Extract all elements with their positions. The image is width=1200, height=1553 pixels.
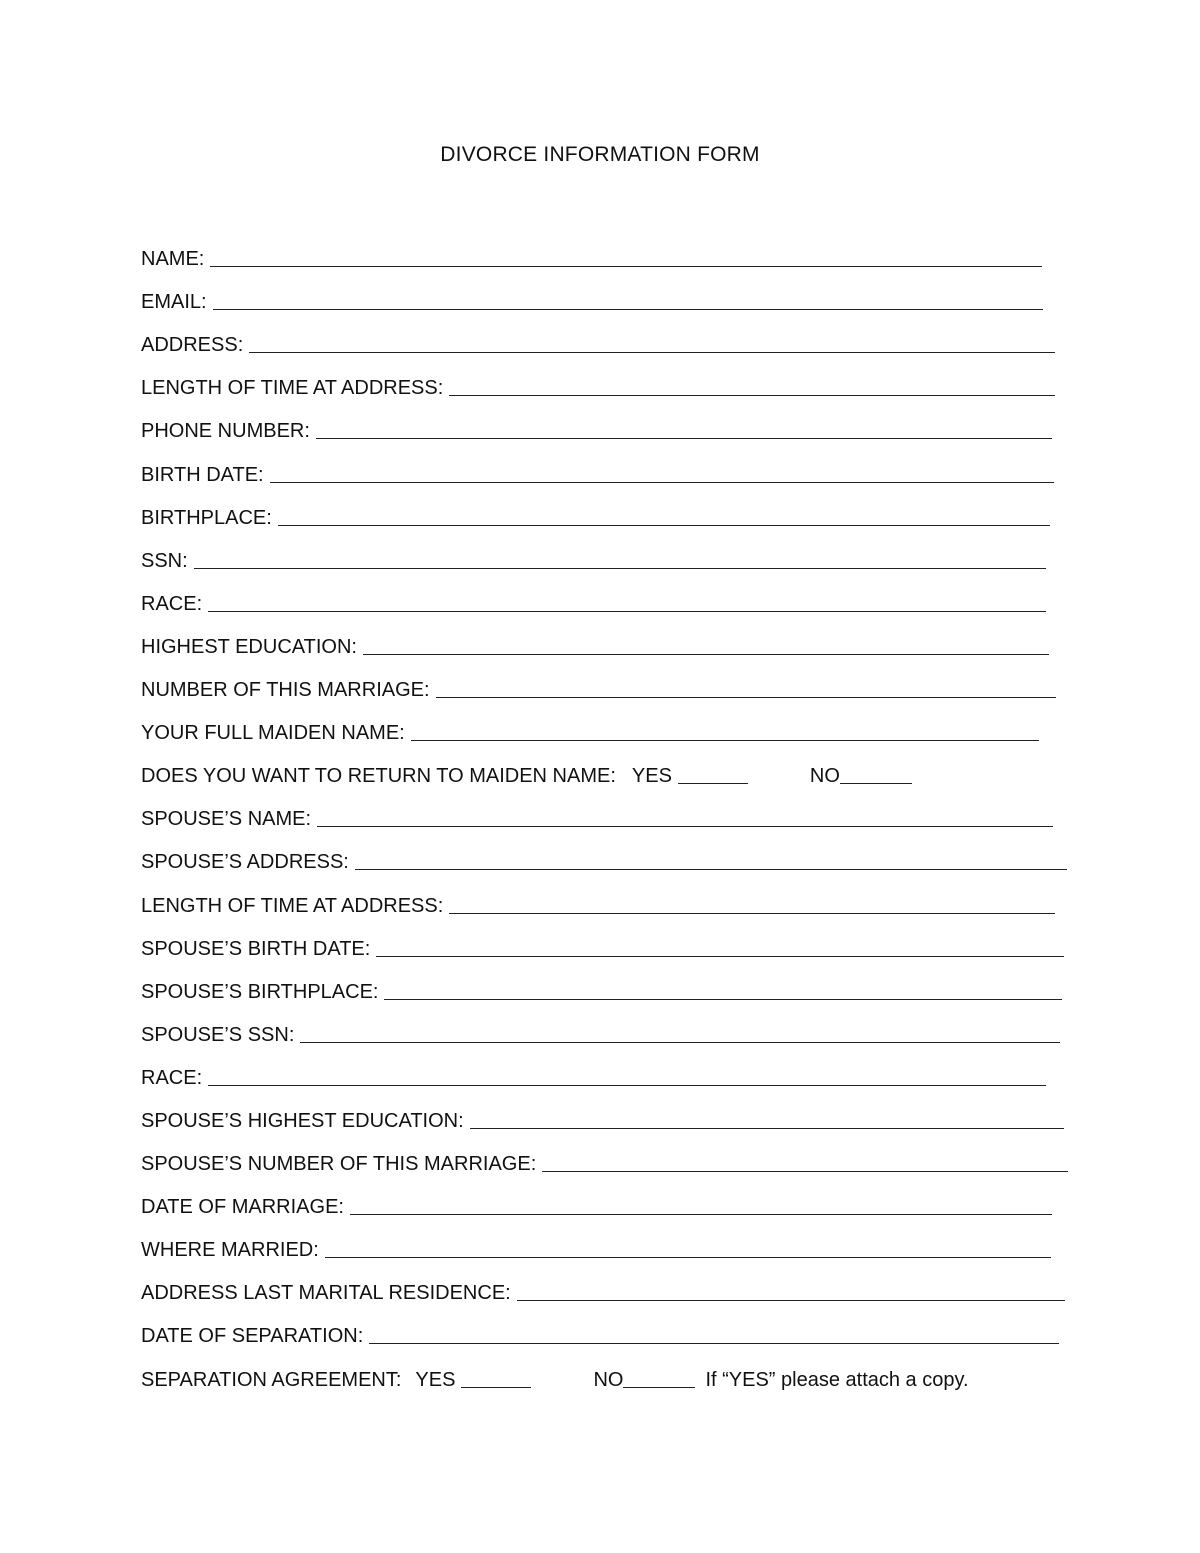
field-ssn bbox=[141, 530, 1061, 573]
birth-date-input-line[interactable] bbox=[270, 464, 1054, 483]
marriage-number-input-line[interactable] bbox=[436, 679, 1056, 698]
form-fields bbox=[141, 228, 1061, 1392]
name-input-line[interactable] bbox=[210, 248, 1042, 267]
field-label: SPOUSE’S BIRTH DATE: bbox=[141, 937, 371, 960]
field-return-maiden-name bbox=[141, 745, 1061, 788]
field-name bbox=[141, 228, 1061, 271]
spouse-education-input-line[interactable] bbox=[470, 1110, 1064, 1129]
spouse-race-input-line[interactable] bbox=[208, 1067, 1046, 1086]
field-label: RACE: bbox=[141, 1066, 203, 1089]
phone-input-line[interactable] bbox=[316, 420, 1052, 439]
form-title: DIVORCE INFORMATION FORM bbox=[440, 143, 760, 166]
field-label: WHERE MARRIED: bbox=[141, 1239, 319, 1262]
no-label: NO bbox=[809, 765, 840, 788]
spouse-length-input-line[interactable] bbox=[449, 895, 1055, 914]
field-spouse-race bbox=[141, 1047, 1061, 1090]
field-label: SPOUSE’S SSN: bbox=[141, 1023, 295, 1046]
field-spouse-length-of-time bbox=[141, 874, 1061, 917]
field-label: SEPARATION AGREEMENT: bbox=[141, 1368, 402, 1391]
field-label: SSN: bbox=[141, 549, 188, 572]
field-label: YOUR FULL MAIDEN NAME: bbox=[141, 722, 405, 745]
field-address bbox=[141, 314, 1061, 357]
field-spouse-birthplace bbox=[141, 961, 1061, 1004]
spouse-name-input-line[interactable] bbox=[317, 808, 1053, 827]
yes-label: YES bbox=[415, 1368, 456, 1391]
maiden-no-input-line[interactable] bbox=[840, 765, 912, 784]
spouse-address-input-line[interactable] bbox=[355, 851, 1067, 870]
field-highest-education bbox=[141, 616, 1061, 659]
field-birth-date bbox=[141, 443, 1061, 486]
field-length-of-time bbox=[141, 357, 1061, 400]
no-label: NO bbox=[593, 1368, 624, 1391]
field-label: SPOUSE’S NUMBER OF THIS MARRIAGE: bbox=[141, 1153, 537, 1176]
field-label: NAME: bbox=[141, 248, 205, 271]
field-number-of-marriage bbox=[141, 659, 1061, 702]
spouse-birthplace-input-line[interactable] bbox=[384, 981, 1062, 1000]
spouse-marriage-number-input-line[interactable] bbox=[542, 1153, 1068, 1172]
agreement-no-input-line[interactable] bbox=[623, 1369, 695, 1388]
agreement-yes-input-line[interactable] bbox=[461, 1369, 531, 1388]
field-label: DATE OF MARRIAGE: bbox=[141, 1196, 344, 1219]
field-label: DATE OF SEPARATION: bbox=[141, 1325, 364, 1348]
length-of-time-input-line[interactable] bbox=[449, 377, 1055, 396]
email-input-line[interactable] bbox=[213, 291, 1043, 310]
where-married-input-line[interactable] bbox=[325, 1239, 1051, 1258]
field-birthplace bbox=[141, 487, 1061, 530]
field-label: RACE: bbox=[141, 592, 203, 615]
field-maiden-name bbox=[141, 702, 1061, 745]
ssn-input-line[interactable] bbox=[194, 550, 1046, 569]
field-phone bbox=[141, 400, 1061, 443]
field-label: BIRTHPLACE: bbox=[141, 506, 272, 529]
field-email bbox=[141, 271, 1061, 314]
field-spouse-marriage-number bbox=[141, 1133, 1061, 1176]
field-date-of-marriage bbox=[141, 1176, 1061, 1219]
last-residence-input-line[interactable] bbox=[517, 1282, 1065, 1301]
separation-date-input-line[interactable] bbox=[369, 1325, 1059, 1344]
field-spouse-birth-date bbox=[141, 918, 1061, 961]
field-label: ADDRESS LAST MARITAL RESIDENCE: bbox=[141, 1282, 511, 1305]
field-race bbox=[141, 573, 1061, 616]
field-spouse-education bbox=[141, 1090, 1061, 1133]
field-label: BIRTH DATE: bbox=[141, 463, 264, 486]
field-label: LENGTH OF TIME AT ADDRESS: bbox=[141, 377, 444, 400]
field-label: LENGTH OF TIME AT ADDRESS: bbox=[141, 894, 444, 917]
field-label: EMAIL: bbox=[141, 291, 207, 314]
spouse-ssn-input-line[interactable] bbox=[300, 1024, 1060, 1043]
field-label: SPOUSE’S HIGHEST EDUCATION: bbox=[141, 1109, 464, 1132]
field-label: NUMBER OF THIS MARRIAGE: bbox=[141, 679, 430, 702]
field-spouse-ssn bbox=[141, 1004, 1061, 1047]
marriage-date-input-line[interactable] bbox=[350, 1196, 1052, 1215]
address-input-line[interactable] bbox=[249, 334, 1055, 353]
field-spouse-name bbox=[141, 788, 1061, 831]
field-separation-agreement bbox=[141, 1348, 1061, 1391]
field-label: SPOUSE’S ADDRESS: bbox=[141, 851, 349, 874]
maiden-yes-input-line[interactable] bbox=[678, 765, 748, 784]
field-label: PHONE NUMBER: bbox=[141, 420, 310, 443]
field-last-marital-residence bbox=[141, 1262, 1061, 1305]
field-label: DOES YOU WANT TO RETURN TO MAIDEN NAME: bbox=[141, 765, 616, 788]
spouse-birth-date-input-line[interactable] bbox=[376, 938, 1064, 957]
field-spouse-address bbox=[141, 831, 1061, 874]
attach-copy-note: If “YES” please attach a copy. bbox=[705, 1368, 969, 1391]
birthplace-input-line[interactable] bbox=[278, 507, 1050, 526]
education-input-line[interactable] bbox=[363, 636, 1049, 655]
field-label: SPOUSE’S BIRTHPLACE: bbox=[141, 980, 379, 1003]
race-input-line[interactable] bbox=[208, 593, 1046, 612]
field-date-of-separation bbox=[141, 1305, 1061, 1348]
field-label: SPOUSE’S NAME: bbox=[141, 808, 312, 831]
maiden-name-input-line[interactable] bbox=[411, 722, 1039, 741]
field-where-married bbox=[141, 1219, 1061, 1262]
field-label: ADDRESS: bbox=[141, 334, 244, 357]
yes-label: YES bbox=[631, 765, 672, 788]
field-label: HIGHEST EDUCATION: bbox=[141, 635, 357, 658]
